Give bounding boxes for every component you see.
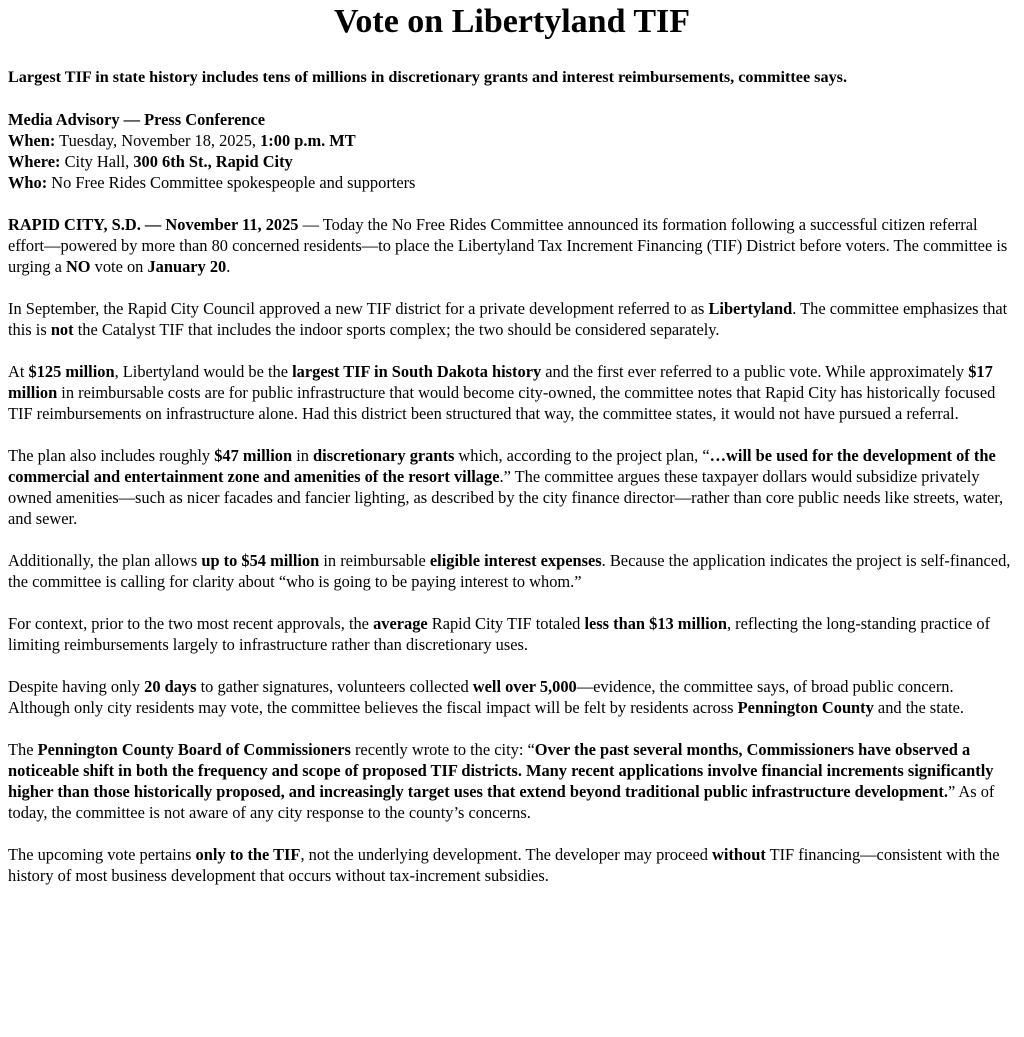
who-label: Who: (8, 173, 48, 192)
text-run: . The committee emphasizes that this is (8, 299, 1008, 339)
text-run: —evidence, the committee says, of broad public concern. Although only city residents may vote, the committee believes the fiscal impact will be felt by residents across (8, 677, 954, 717)
bold-text: well over 5,000 (472, 677, 577, 696)
body-text (8, 214, 1016, 886)
subheadline: Largest TIF in state history includes tens of millions in discretionary grants and interest reimbursements, committee says. (8, 68, 848, 86)
bold-text: Pennington County (737, 698, 874, 717)
media-advisory (8, 109, 1016, 193)
bold-text: Over the past several months, Commissioners have observed a noticeable shift in both the frequency and scope of proposed TIF districts. Many recent applications involve financial increments significantly higher than those historically proposed, and increasingly target uses that extend beyond traditional public infrastructure development. (8, 740, 994, 801)
text-run: At (8, 362, 29, 381)
bold-text: Libertyland (708, 299, 793, 318)
bold-text: $47 million (214, 446, 293, 465)
paragraph-scope (8, 844, 1016, 886)
text-run: , not the underlying development. The developer may proceed (300, 845, 713, 864)
text-run: — Today the No Free Rides Committee announced its formation following a successful citizen referral effort—powered by more than 80 concerned residents—to place the Libertyland Tax Increment Financing (TIF) District before voters. The committee is urging a (8, 215, 1008, 276)
text-run: For context, prior to the two most recent approvals, the (8, 614, 374, 633)
where-label: Where: (8, 152, 61, 171)
text-run: Despite having only (8, 677, 145, 696)
bold-text: January 20 (147, 257, 227, 276)
where-address: 300 6th St., Rapid City (133, 152, 293, 171)
text-run: Additionally, the plan allows (8, 551, 202, 570)
text-run: vote on (90, 257, 148, 276)
when-label: When: (8, 131, 56, 150)
bold-text: only to the TIF (195, 845, 301, 864)
bold-text: 20 days (144, 677, 197, 696)
paragraph-signatures (8, 676, 1016, 718)
bold-text: $17 million (8, 362, 993, 402)
bold-text: …will be used for the development of the commercial and entertainment zone and amenities of the resort village (8, 446, 996, 486)
where-place: City Hall, (60, 152, 134, 171)
bold-text: discretionary grants (313, 446, 455, 465)
text-run: ” As of today, the committee is not aware of any city response to the county’s concerns. (8, 782, 995, 822)
text-run: to gather signatures, volunteers collected (196, 677, 473, 696)
bold-text: not (50, 320, 74, 339)
text-run: which, according to the project plan, “ (454, 446, 710, 465)
bold-text: $125 million (28, 362, 115, 381)
bold-text: RAPID CITY, S.D. — November 11, 2025 (8, 215, 299, 234)
paragraph-context (8, 613, 1016, 655)
bold-text: average (373, 614, 428, 633)
paragraph-grants (8, 445, 1016, 529)
paragraph-interest (8, 550, 1016, 592)
when-time: 1:00 p.m. MT (260, 131, 356, 150)
when-date: Tuesday, November 18, 2025, (55, 131, 261, 150)
text-run: in reimbursable costs are for public infrastructure that would become city-owned, the committee notes that Rapid City has historically focused TIF reimbursements on infrastructure alone. Had this district been structured that way, the committee states, it would not have pursued a referral. (8, 383, 996, 423)
paragraph-size (8, 361, 1016, 424)
text-run: In September, the Rapid City Council approved a new TIF district for a private development referred to as (8, 299, 709, 318)
text-run: Rapid City TIF totaled (427, 614, 585, 633)
bold-text: less than $13 million (584, 614, 727, 633)
text-run: and the first ever referred to a public vote. While approximately (541, 362, 969, 381)
text-run: The plan also includes roughly (8, 446, 215, 465)
bold-text: up to $54 million (201, 551, 320, 570)
paragraph-county (8, 739, 1016, 823)
text-run: . (226, 257, 231, 276)
who-text: No Free Rides Committee spokespeople and supporters (47, 173, 416, 192)
advisory-who (8, 172, 1016, 193)
text-run: in reimbursable (319, 551, 430, 570)
text-run: and the state. (873, 698, 964, 717)
text-run: in (292, 446, 314, 465)
text-run: The upcoming vote pertains (8, 845, 196, 864)
text-run: The (8, 740, 38, 759)
text-run: recently wrote to the city: “ (350, 740, 535, 759)
text-run: , Libertyland would be the (114, 362, 293, 381)
bold-text: Pennington County Board of Commissioners (37, 740, 351, 759)
advisory-where (8, 151, 1016, 172)
text-run: TIF financing—consistent with the history of most business development that occurs without tax-increment subsidies. (8, 845, 1000, 885)
bold-text: without (712, 845, 766, 864)
bold-text: largest TIF in South Dakota history (292, 362, 542, 381)
text-run: the Catalyst TIF that includes the indoor sports complex; the two should be considered separately. (73, 320, 720, 339)
text-run: , reflecting the long-standing practice of limiting reimbursements largely to infrastructure rather than discretionary uses. (8, 614, 991, 654)
text-run: .” The committee argues these taxpayer dollars would subsidize privately owned amenities—such as nicer facades and fancier lighting, as described by the city finance director—rather than core public needs like streets, water, and sewer. (8, 467, 1004, 528)
paragraph-dateline (8, 214, 1016, 277)
bold-text: eligible interest expenses (429, 551, 602, 570)
advisory-when (8, 130, 1016, 151)
bold-text: NO (65, 257, 91, 276)
document-title: Vote on Libertyland TIF (333, 3, 691, 40)
paragraph-background (8, 298, 1016, 340)
advisory-heading: Media Advisory — Press Conference (8, 110, 266, 129)
text-run: . Because the application indicates the project is self-financed, the committee is calling for clarity about “who is going to be paying interest to whom.” (8, 551, 1011, 591)
